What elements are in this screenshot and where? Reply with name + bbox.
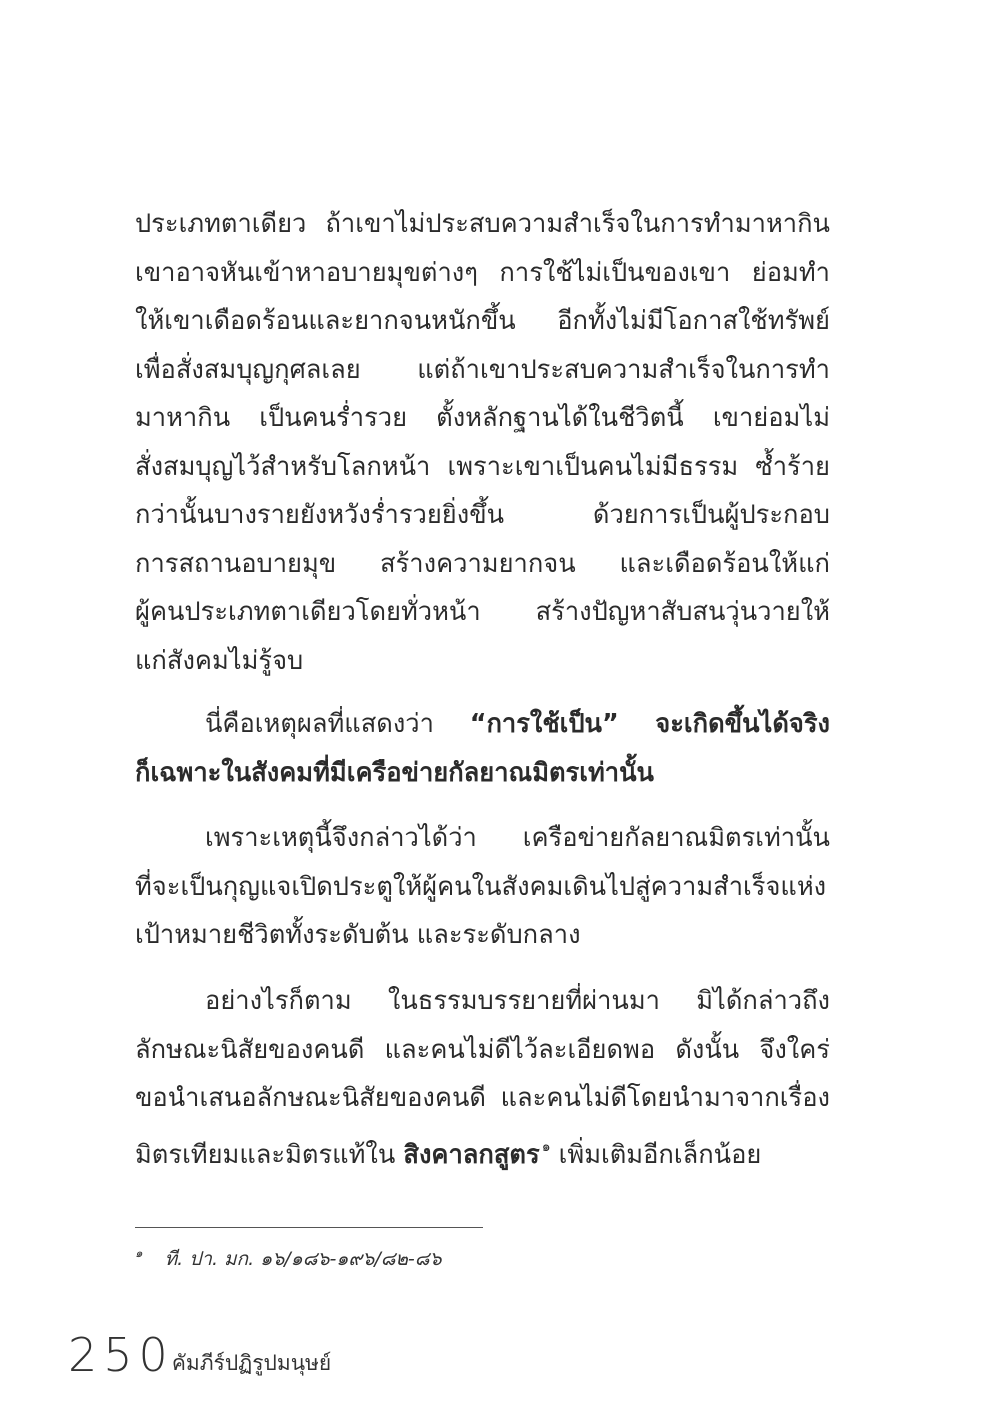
footnote-reference[interactable]: ๑ (541, 1138, 551, 1155)
paragraph-2-line-1 (135, 700, 830, 749)
paragraph-1-line: ให้เขาเดือดร้อนและยากจนหนักขึ้น อีกทั้งไม่มีโอกาสใช้ทรัพย์ (135, 306, 830, 336)
paragraph-1-line: เพื่อสั่งสมบุญกุศลเลย แต่ถ้าเขาประสบความสำเร็จในการทำ (135, 354, 830, 385)
footnote-text: ที. ปา. มก. ๑๖/๑๘๖-๑๙๖/๘๒-๘๖ (164, 1248, 442, 1270)
paragraph-4-last-line (135, 1123, 830, 1180)
paragraph-1-line: ประเภทตาเดียว ถ้าเขาไม่ประสบความสำเร็จในการทำมาหากิน (135, 209, 830, 239)
page-footer (68, 1318, 332, 1382)
paragraph-1 (135, 200, 830, 685)
sutta-title: สิงคาลกสูตร (403, 1139, 540, 1170)
footnote (135, 1244, 442, 1274)
paragraph-4-text-after: เพิ่มเติมอีกเล็กน้อย (550, 1139, 762, 1170)
paragraph-2-plain-text: นี่คือเหตุผลที่แสดงว่า (205, 709, 470, 739)
paragraph-1-line: กว่านั้นบางรายยังหวังร่ำรวยยิ่งขึ้น ด้วยการเป็นผู้ประกอบ (135, 500, 830, 530)
paragraph-2-bold-text: “การใช้เป็น” จะเกิดขึ้นได้จริง (469, 709, 830, 739)
paragraph-4-line: ลักษณะนิสัยของคนดี และคนไม่ดีไว้ละเอียดพอ ดังนั้น จึงใคร่ (135, 1034, 830, 1065)
footnote-divider (135, 1227, 483, 1228)
paragraph-1-line: สั่งสมบุญไว้สำหรับโลกหน้า เพราะเขาเป็นคนไม่มีธรรม ซ้ำร้าย (135, 451, 830, 482)
paragraph-1-line: เขาอาจหันเข้าหาอบายมุขต่างๆ การใช้ไม่เป็นของเขา ย่อมทำ (135, 257, 830, 288)
book-title: คัมภีร์ปฏิรูปมนุษย์ (171, 1351, 332, 1375)
paragraph-4-line: อย่างไรก็ตาม ในธรรมบรรยายที่ผ่านมา มิได้กล่าวถึง (205, 986, 830, 1016)
paragraph-2 (135, 700, 830, 797)
paragraph-3-line: เป้าหมายชีวิตทั้งระดับต้น และระดับกลาง (135, 920, 581, 950)
page-number: 250 (68, 1328, 174, 1382)
paragraph-3-line: เพราะเหตุนี้จึงกล่าวได้ว่า เครือข่ายกัลยาณมิตรเท่านั้น (205, 823, 830, 853)
paragraph-4-line: ขอนำเสนอลักษณะนิสัยของคนดี และคนไม่ดีโดยนำมาจากเรื่อง (135, 1083, 830, 1113)
footnote-mark: ๑ (135, 1246, 143, 1260)
paragraph-1-line: แก่สังคมไม่รู้จบ (135, 645, 304, 676)
paragraph-2-line-2: ก็เฉพาะในสังคมที่มีเครือข่ายกัลยาณมิตรเท่านั้น (135, 757, 654, 788)
paragraph-4-text-before: มิตรเทียมและมิตรแท้ใน (135, 1139, 404, 1170)
paragraph-3-line: ที่จะเป็นกุญแจเปิดประตูให้ผู้คนในสังคมเดินไปสู่ความสำเร็จแห่ง (135, 871, 827, 902)
paragraph-1-line: ผู้คนประเภทตาเดียวโดยทั่วหน้า สร้างปัญหาสับสนวุ่นวายให้ (135, 597, 830, 627)
paragraph-1-line: การสถานอบายมุข สร้างความยากจน และเดือดร้อนให้แก่ (135, 548, 830, 579)
paragraph-3 (135, 814, 830, 960)
paragraph-1-line: มาหากิน เป็นคนร่ำรวย ตั้งหลักฐานได้ในชีวิตนี้ เขาย่อมไม่ (135, 403, 830, 433)
paragraph-4 (135, 977, 830, 1179)
